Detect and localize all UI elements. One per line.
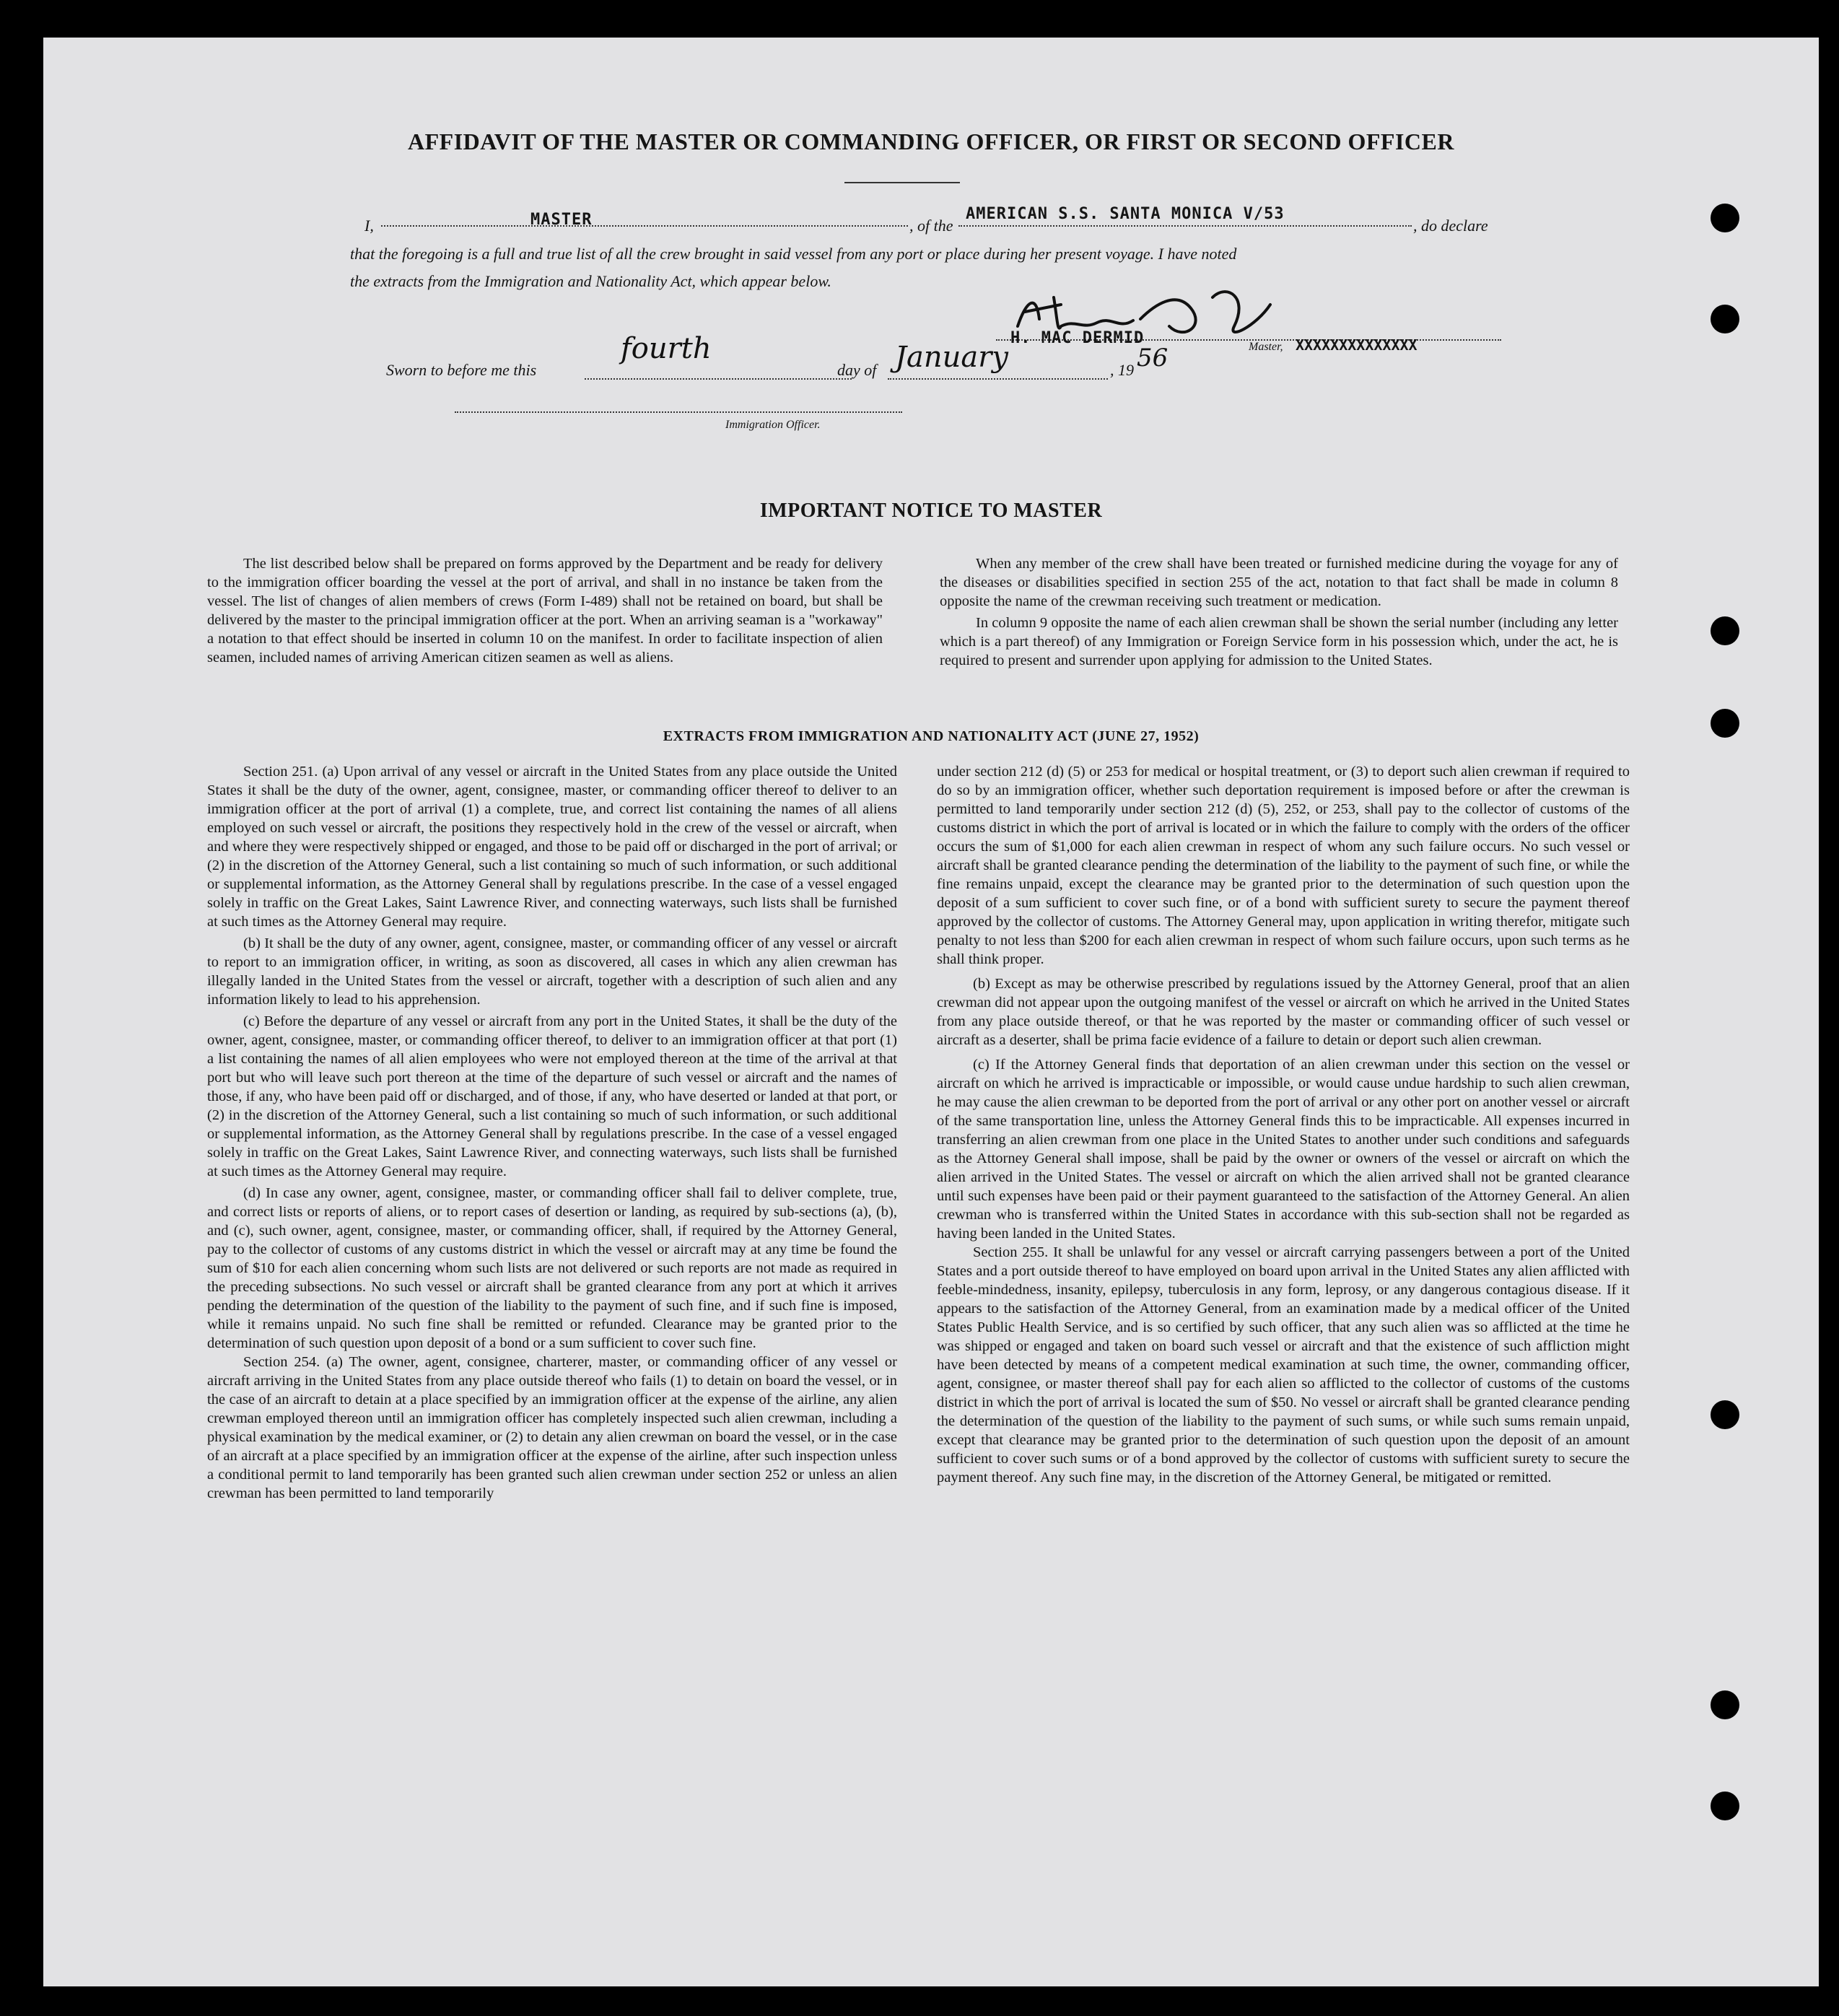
binder-hole xyxy=(1711,616,1739,645)
signer-name: H. MAC DERMID xyxy=(1010,329,1145,347)
section-paragraph: Section 254. (a) The owner, agent, consignee, charterer, master, or commanding officer of any vessel or aircraft arriving in the United States from any place outside thereof who fails (1) to detain on board the vessel, or in the case of an aircraft to detain at a place specified by an immigration officer at the expense of the airline, any alien crewman employed thereon until an immigration officer has completely inspected such alien crewman, including a physical examination by the medical examiner, or (2) to detain any alien crewman on board the vessel, or in the case of an aircraft at a place specified by an immigration officer at the expense of the airline, after such inspection unless a conditional permit to land temporarily has been granted such alien crewman under section 252 or unless an alien crewman has been permitted to land temporarily xyxy=(207,1354,897,1501)
struck-title: XXXXXXXXXXXXXX xyxy=(1296,336,1418,354)
extracts-title: EXTRACTS FROM IMMIGRATION AND NATIONALITY ACT (JUNE 27, 1952) xyxy=(663,728,1200,744)
vessel-value: AMERICAN S.S. SANTA MONICA V/53 xyxy=(966,205,1285,223)
declaration-line-1: that the foregoing is a full and true list of all the crew brought in said vessel from any port or place during her present voyage. I have noted xyxy=(350,245,1237,263)
document-page xyxy=(43,38,1819,1986)
affidavit-title: AFFIDAVIT OF THE MASTER OR COMMANDING OFFICER, OR FIRST OR SECOND OFFICER xyxy=(408,128,1454,154)
binder-hole xyxy=(1711,305,1739,333)
year-prefix: , 19 xyxy=(1110,361,1134,379)
of-the-label: , of the xyxy=(909,217,953,235)
master-label: Master, xyxy=(1249,341,1283,353)
year-value: 56 xyxy=(1137,344,1169,372)
section-paragraph: (c) If the Attorney General finds that deportation of an alien crewman under this section on the vessel or aircraft on which he arrived is impracticable or impossible, or would cause undue hardship to such alien crewman, he may cause the alien crewman to be deported from the port of arrival or any other port on another vessel or aircraft of the same transportation line, unless the Attorney General finds this to be impracticable. All expenses incurred in transferring an alien crewman from one place in the United States to another under such conditions and safeguards as the Attorney General shall impose, shall be paid by the owner or owners of the vessel or aircraft on which the alien arrived in the United States. The vessel or aircraft on which the alien arrived shall not be granted clearance until such expenses have been paid or their payment guaranteed to the satisfaction of the Attorney General. An alien crewman who is transferred within the United States in accordance with this sub-section shall not be regarded as having been landed in the United States. xyxy=(937,1057,1630,1242)
notice-paragraph: When any member of the crew shall have been treated or furnished medicine during the voyage for any of the diseases or disabilities specified in section 255 of the act, notation to that fact shall be made in column 8 opposite the name of the crewman receiving such treatment or medication. xyxy=(940,556,1618,609)
binder-hole xyxy=(1711,1792,1739,1820)
i-label: I, xyxy=(364,217,374,235)
section-paragraph: (c) Before the departure of any vessel or aircraft from any port in the United States, it shall be the duty of the owner, agent, consignee, master, or commanding officer thereof, to deliver to an immigration officer at that port (1) a list containing the names of all alien employees who were not employed thereon at the time of the arrival at that port but who will leave such port thereon at the time of the departure of such vessel or aircraft and the names of those, if any, who have been paid off or discharged, and of those, if any, who have deserted or landed at that port, or (2) in the discretion of the Attorney General, such a list containing so much of such information, or such additional or supplemental information, as the Attorney General shall by regulations prescribe. In the case of a vessel engaged solely in traffic on the Great Lakes, Saint Lawrence River, and connecting waterways, such lists shall be furnished at such times as the Attorney General may require. xyxy=(207,1013,897,1179)
day-of-label: day of xyxy=(837,361,877,379)
rank-value: MASTER xyxy=(530,211,593,229)
binder-hole xyxy=(1711,1400,1739,1429)
section-paragraph: (b) It shall be the duty of any owner, agent, consignee, master, or commanding officer of any vessel or aircraft to report to an immigration officer, in writing, as soon as discovered, all cases in which any alien crewman has illegally landed in the United States from the vessel or aircraft, together with a description of such alien and any information likely to lead to his apprehension. xyxy=(207,935,897,1008)
section-paragraph: under section 212 (d) (5) or 253 for medical or hospital treatment, or (3) to deport such alien crewman if required to do so by an immigration officer, whether such deportation requirement is imposed before or after the crewman is permitted to land temporarily under section 212 (d) (5), 252, or 253, shall pay to the collector of customs of the customs district in which the port of arrival is located or in which the failure to comply with the orders of the officer occurs the sum of $1,000 for each alien crewman in respect of whom any such failure occurs. No such vessel or aircraft shall be granted clearance pending the determination of the liability to the payment of such fine, or while the fine remains unpaid, except the clearance may be granted prior to the determination of such question upon the deposit of a sum sufficient to cover such fine, or of a bond with sufficient surety to secure the payment thereof approved by the collector of customs. The Attorney General may, upon application in writing therefor, mitigate such penalty to not less than $200 for each alien crewman in respect of whom such failure occurs, upon such terms as he shall think proper. xyxy=(937,764,1630,967)
notice-paragraph: The list described below shall be prepared on forms approved by the Department and be ready for delivery to the immigration officer boarding the vessel at the port of arrival, and shall in no instance be taken from the vessel. The list of changes of alien members of crews (Form I-489) shall not be retained on board, but shall be delivered by the master to the principal immigration officer at the port. When an arriving seaman is a "workaway" a notation to that effect should be inserted in column 10 on the manifest. In order to facilitate inspection of alien seamen, included names of arriving American citizen seamen as well as aliens. xyxy=(207,556,883,666)
title-divider xyxy=(844,182,960,183)
officer-label: Immigration Officer. xyxy=(725,419,821,431)
section-paragraph: (b) Except as may be otherwise prescribed by regulations issued by the Attorney General, proof that an alien crewman did not appear upon the outgoing manifest of the vessel or aircraft on which he arrived in the United States from any place outside thereof, or that he was reported by the master or commanding officer of such vessel or aircraft as a deserter, shall be prima facie evidence of a failure to detain or deport such alien crewman. xyxy=(937,976,1630,1048)
notice-title: IMPORTANT NOTICE TO MASTER xyxy=(759,499,1103,522)
section-paragraph: (d) In case any owner, agent, consignee, master, or commanding officer shall fail to deliver complete, true, and correct lists or reports of aliens, or to report cases of desertion or landing, as required by sub-sections (a), (b), and (c), such owner, agent, consignee, master, or commanding officer, shall, if required by the Attorney General, pay to the collector of customs of any customs district in which the vessel or aircraft may at any time be found the sum of $10 for each alien concerning whom such lists are not delivered or such reports are not made as required in the preceding subsections. No such vessel or aircraft shall be granted clearance from any port at which it arrives pending the determination of the question of the liability to the payment of such fine, and if such fine is imposed, while it remains unpaid. No such fine shall be remitted or refunded. Clearance may be granted prior to the determination of such question upon deposit of a bond or a sum sufficient to cover such fine. xyxy=(207,1185,897,1351)
notice-paragraph: In column 9 opposite the name of each alien crewman shall be shown the serial number (including any letter which is a part thereof) of any Immigration or Foreign Service form in his possession which, under the act, he is required to present and surrender upon applying for admission to the United States. xyxy=(940,615,1618,668)
extracts-left-column xyxy=(207,762,897,1503)
notice-right-column xyxy=(940,554,1618,670)
binder-hole xyxy=(1711,204,1739,232)
section-paragraph: Section 255. It shall be unlawful for any vessel or aircraft carrying passengers between a port of the United States and a port outside thereof to have employed on board upon arrival in the United States any alien afflicted with feeble-mindedness, insanity, epilepsy, tuberculosis in any form, leprosy, or any dangerous contagious disease. If it appears to the satisfaction of the Attorney General, from an examination made by a medical officer of the United States Public Health Service, and is so certified by such officer, that any such alien was so afflicted at the time he was shipped or engaged and taken on board such vessel or aircraft and that the existence of such affliction might have been detected by means of a competent medical examination at such time, the owner, commanding officer, agent, consignee, or master thereof shall pay for each alien so afflicted to the collector of customs of the customs district in which the port of arrival is located the sum of $50. No vessel or aircraft shall be granted clearance pending the determination of the question of the liability to the payment of such sums, or while such sums remain unpaid, except that clearance may be granted prior to the determination of such question upon the deposit of an amount sufficient to cover such sums or of a bond approved by the collector of customs with sufficient surety to secure the payment thereof. Any such fine may, in the discretion of the Attorney General, be mitigated or remitted. xyxy=(937,1244,1630,1485)
officer-signature-line xyxy=(455,390,902,413)
day-value: fourth xyxy=(621,332,712,365)
sworn-label: Sworn to before me this xyxy=(386,361,537,379)
binder-hole xyxy=(1711,1690,1739,1719)
notice-left-column xyxy=(207,554,883,667)
do-declare-label: , do declare xyxy=(1413,217,1488,235)
section-paragraph: Section 251. (a) Upon arrival of any vessel or aircraft in the United States from any place outside the United States it shall be the duty of the owner, agent, consignee, master, or commanding officer thereof to deliver to an immigration officer at the port of arrival (1) a complete, true, and correct list containing the names of all aliens employed on such vessel or aircraft, the positions they respectively hold in the crew of the vessel or aircraft, when and where they were respectively shipped or engaged, and those to be paid off or discharged in the port of arrival; or (2) in the discretion of the Attorney General, such a list containing so much of such information, or such additional or supplemental information, as the Attorney General shall by regulations prescribe. In the case of a vessel engaged solely in traffic on the Great Lakes, Saint Lawrence River, and connecting waterways, such lists shall be furnished at such times as the Attorney General may require. xyxy=(207,764,897,930)
extracts-right-column xyxy=(937,762,1630,1487)
declaration-line-2: the extracts from the Immigration and Nationality Act, which appear below. xyxy=(350,272,831,290)
rank-field xyxy=(381,204,908,227)
month-value: January xyxy=(895,341,1008,374)
